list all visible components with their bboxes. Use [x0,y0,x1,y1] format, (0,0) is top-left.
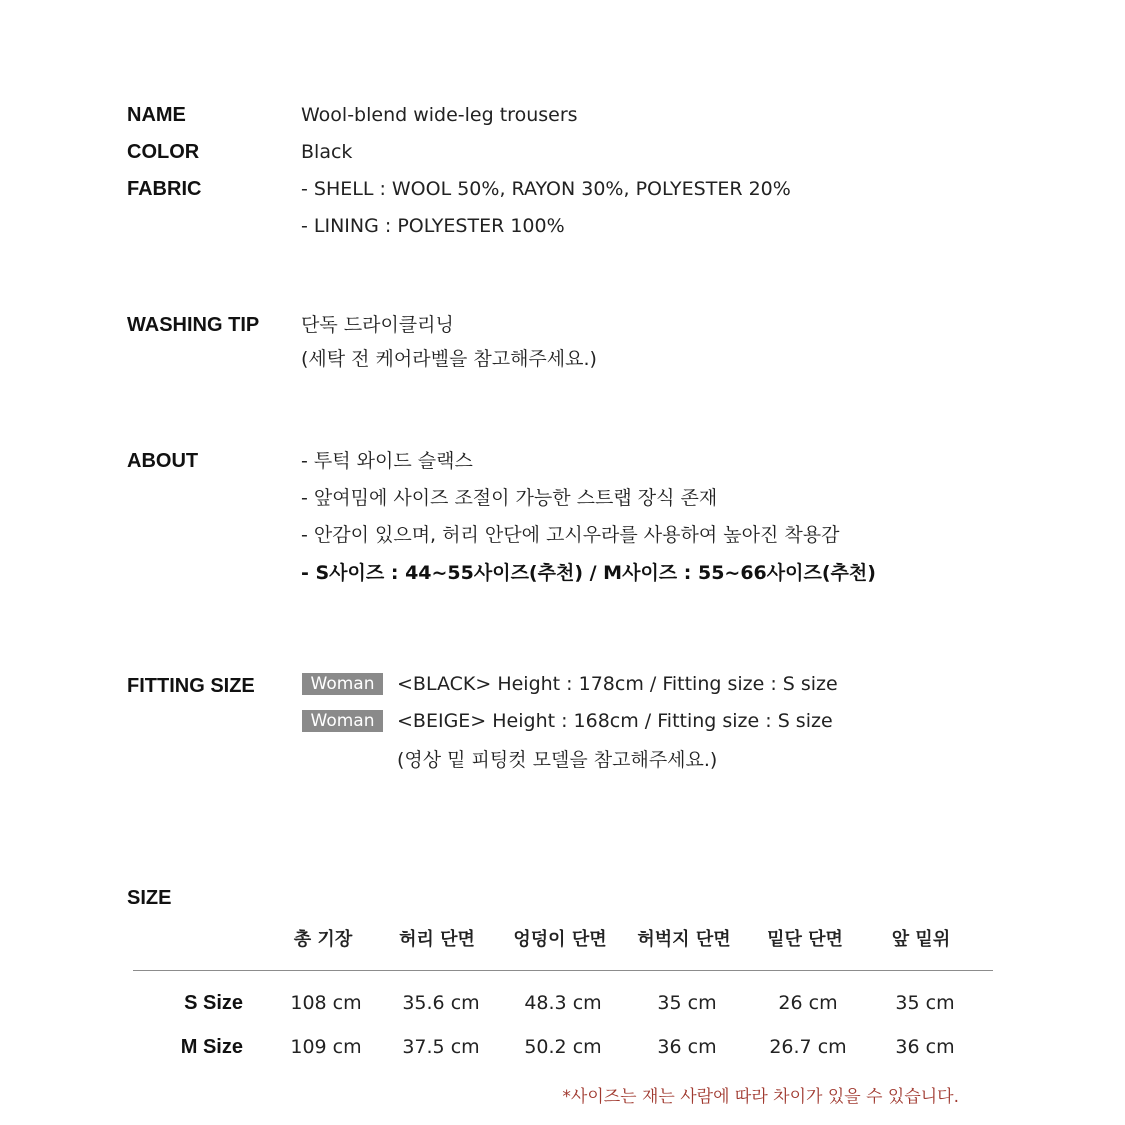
size-disclaimer: *사이즈는 재는 사람에 따라 차이가 있을 수 있습니다. [562,1087,959,1107]
table-cell: 37.5 cm [402,1036,480,1058]
fitting-black: <BLACK> Height : 178cm / Fitting size : S size [397,673,838,695]
fitting-note: (영상 밑 피팅컷 모델을 참고해주세요.) [397,749,718,771]
row-label-s: S Size [184,992,243,1014]
table-divider [133,970,993,971]
table-cell: 26.7 cm [769,1036,847,1058]
fitting-beige: <BEIGE> Height : 168cm / Fitting size : S size [397,710,833,732]
table-cell: 35.6 cm [402,992,480,1014]
table-cell: 35 cm [895,992,955,1014]
washing-label: WASHING TIP [127,314,260,336]
table-cell: 108 cm [290,992,362,1014]
size-header-hip: 엉덩이 단면 [513,929,607,950]
name-label: NAME [127,104,186,126]
about-label: ABOUT [127,450,199,472]
woman-badge: Woman [302,673,383,695]
about-line-3: - 안감이 있으며, 허리 안단에 고시우라를 사용하여 높아진 착용감 [301,524,840,546]
size-header-front-rise: 앞 밑위 [891,929,951,950]
size-header-total-length: 총 기장 [293,929,353,950]
about-line-1: - 투턱 와이드 슬랙스 [301,450,473,472]
washing-line-2: (세탁 전 케어라벨을 참고해주세요.) [301,348,597,370]
fabric-label: FABRIC [127,178,202,200]
about-line-2: - 앞여밈에 사이즈 조절이 가능한 스트랩 장식 존재 [301,487,718,509]
size-header-waist: 허리 단면 [399,929,475,950]
size-label: SIZE [127,887,172,909]
about-size-recommendation: - S사이즈 : 44~55사이즈(추천) / M사이즈 : 55~66사이즈(추천) [301,562,876,584]
color-label: COLOR [127,141,200,163]
table-cell: 50.2 cm [524,1036,602,1058]
product-name: Wool-blend wide-leg trousers [301,104,578,126]
fabric-lining: - LINING : POLYESTER 100% [301,215,565,237]
table-cell: 36 cm [895,1036,955,1058]
table-cell: 35 cm [657,992,717,1014]
woman-badge: Woman [302,710,383,732]
table-cell: 36 cm [657,1036,717,1058]
washing-line-1: 단독 드라이클리닝 [301,314,454,336]
fitting-label: FITTING SIZE [127,675,255,697]
table-cell: 26 cm [778,992,838,1014]
fabric-shell: - SHELL : WOOL 50%, RAYON 30%, POLYESTER 20% [301,178,791,200]
table-cell: 48.3 cm [524,992,602,1014]
product-color: Black [301,141,353,163]
size-header-thigh: 허벅지 단면 [637,929,731,950]
row-label-m: M Size [180,1036,243,1058]
table-cell: 109 cm [290,1036,362,1058]
size-header-hem: 밑단 단면 [767,929,843,950]
